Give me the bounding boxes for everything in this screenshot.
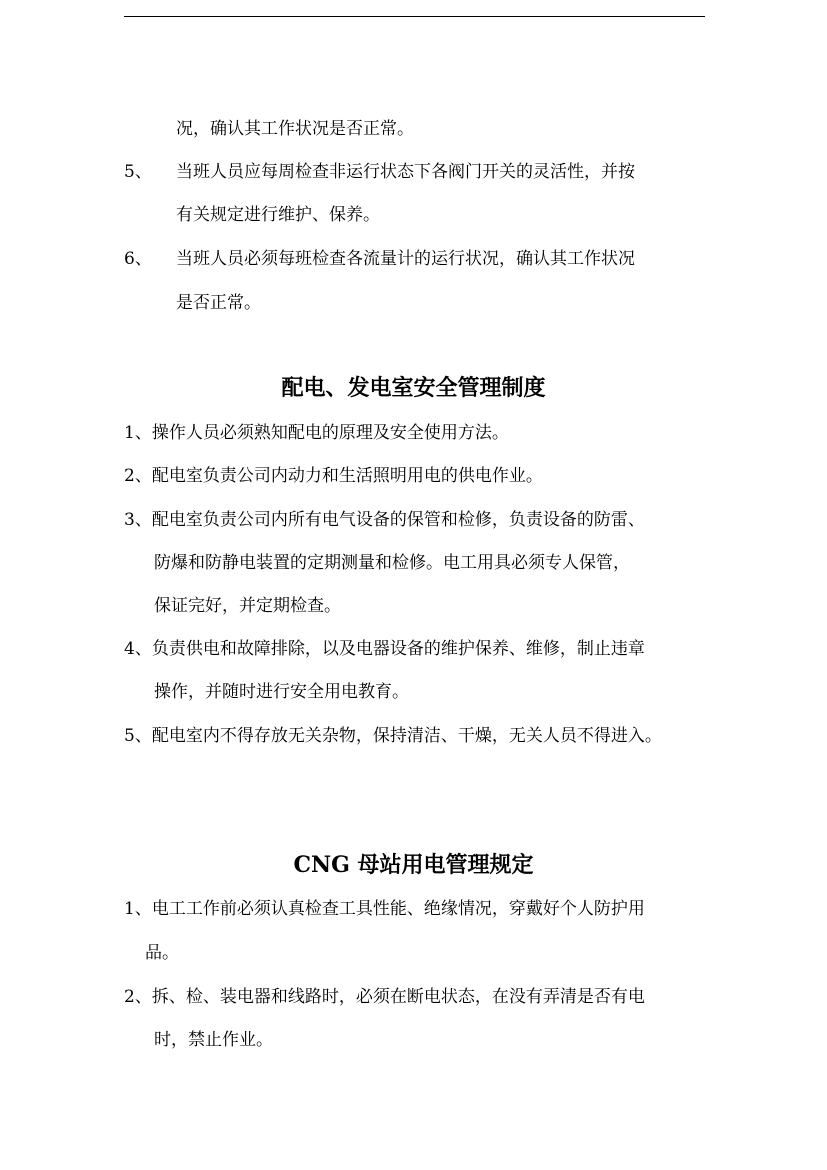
- list-item-6-number: 6、: [124, 249, 152, 269]
- cng-item-2-line1: 2、拆、检、装电器和线路时，必须在断电状态，在没有弄清是否有电: [124, 987, 645, 1007]
- power-room-item-1: 1、操作人员必须熟知配电的原理及安全使用方法。: [124, 423, 509, 443]
- list-item-5-number: 5、: [124, 162, 152, 182]
- list-item-6-line2: 是否正常。: [176, 293, 261, 313]
- power-room-item-3-line2: 防爆和防静电装置的定期测量和检修。电工用具必须专人保管，: [154, 553, 630, 573]
- power-room-item-2: 2、配电室负责公司内动力和生活照明用电的供电作业。: [124, 466, 543, 486]
- power-room-item-5: 5、配电室内不得存放无关杂物，保持清洁、干燥，无关人员不得进入。: [124, 726, 662, 746]
- list-item-6-line1: 当班人员必须每班检查各流量计的运行状况，确认其工作状况: [176, 249, 635, 269]
- cng-item-1-line2: 品。: [145, 943, 179, 963]
- list-item-5-line1: 当班人员应每周检查非运行状态下各阀门开关的灵活性，并按: [176, 162, 635, 182]
- list-item-4-continuation: 况，确认其工作状况是否正常。: [176, 119, 414, 139]
- power-room-item-4-line2: 操作，并随时进行安全用电教育。: [154, 682, 409, 702]
- section-title-cng: CNG 母站用电管理规定: [293, 852, 534, 878]
- power-room-item-3-line3: 保证完好，并定期检查。: [154, 596, 341, 616]
- power-room-item-4-line1: 4、负责供电和故障排除，以及电器设备的维护保养、维修，制止违章: [124, 639, 645, 659]
- cng-item-2-line2: 时，禁止作业。: [154, 1030, 273, 1050]
- header-rule: [124, 16, 705, 17]
- list-item-5-line2: 有关规定进行维护、保养。: [176, 205, 380, 225]
- section-title-power-room: 配电、发电室安全管理制度: [281, 375, 546, 401]
- power-room-item-3-line1: 3、配电室负责公司内所有电气设备的保管和检修，负责设备的防雷、: [124, 510, 645, 530]
- cng-item-1-line1: 1、电工工作前必须认真检查工具性能、绝缘情况，穿戴好个人防护用: [124, 899, 645, 919]
